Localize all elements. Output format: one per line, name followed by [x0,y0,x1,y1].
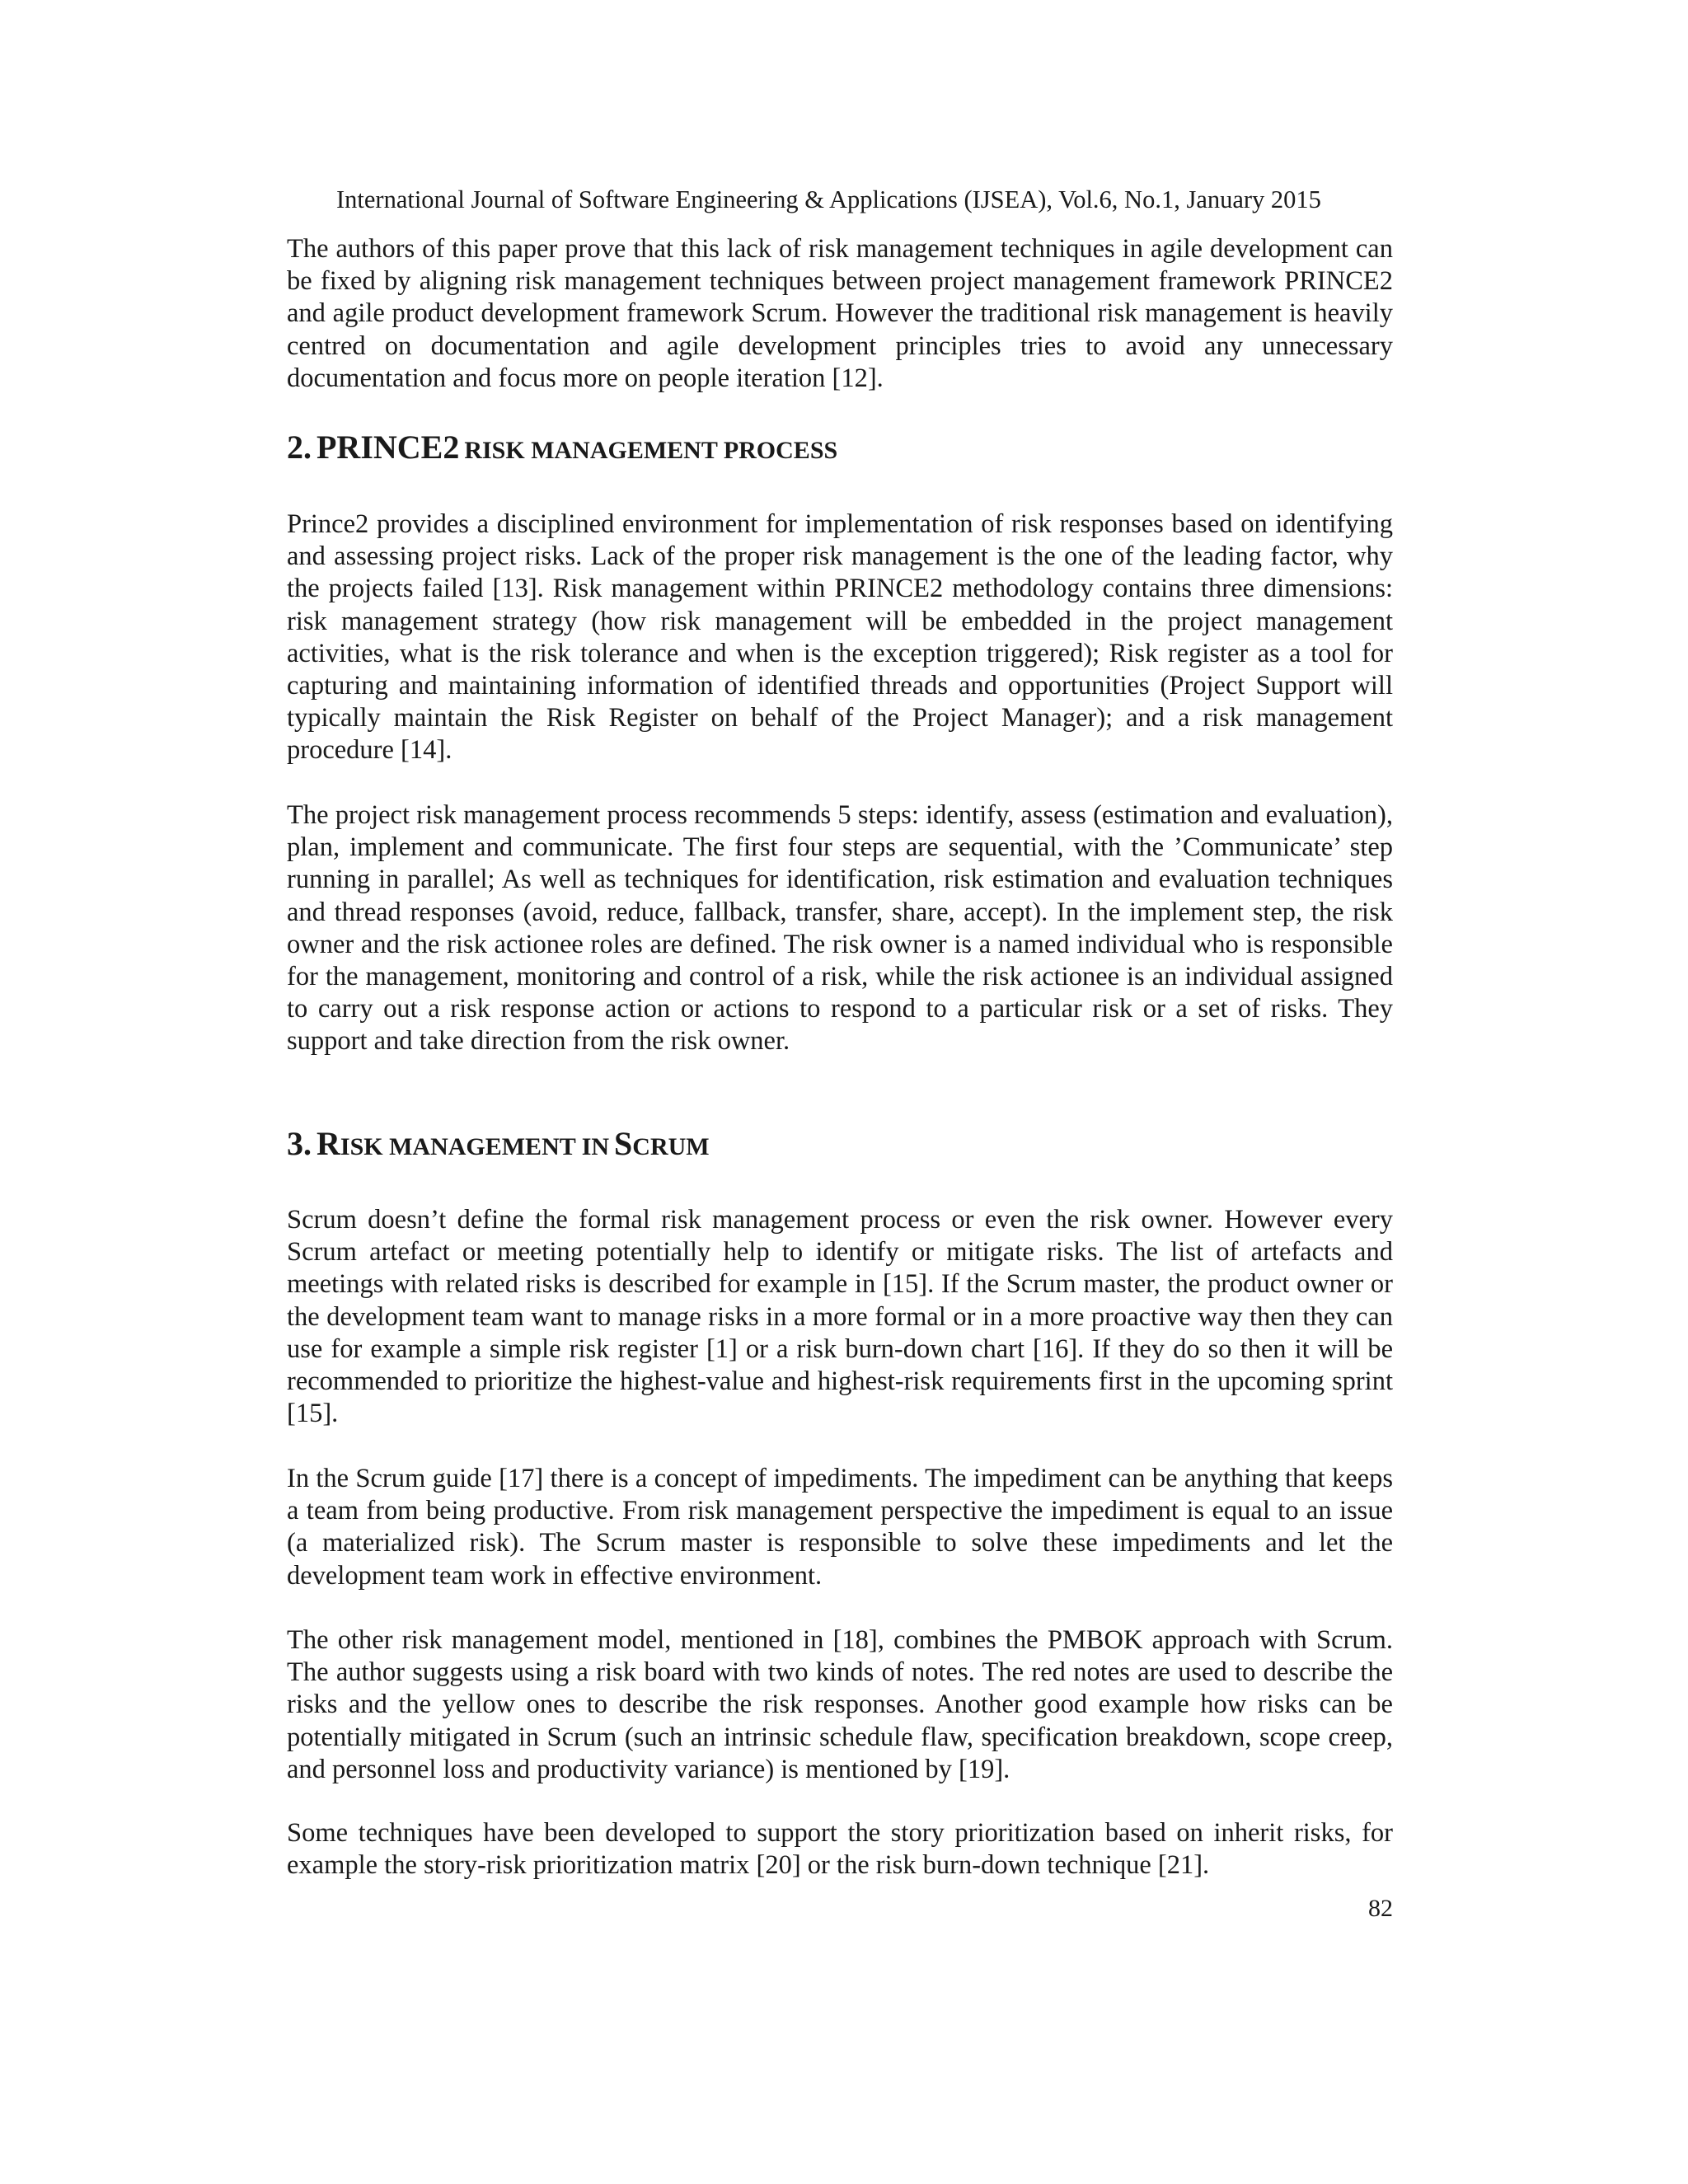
section-3-cap-r: R [316,1125,340,1162]
page-number: 82 [1368,1895,1393,1922]
section-2-number: 2. [287,429,312,466]
section-2-paragraph: Prince2 provides a disciplined environment for implementation of risk responses based on identifying and assessing project risks. Lack of the proper risk management is the one of the leading factor, why the projects failed [13]. Risk management within PRINCE2 methodology contains three dimensions: risk management strategy (how risk management will be embedded in the project management activities, what is the risk tolerance and when is the exception triggered); Risk register as a tool for capturing and maintaining information of identified threads and opportunities (Project Support will typically maintain the Risk Register on behalf of the Project Manager); and a risk management procedure [14]. [287,509,1393,766]
section-3-title-word2: CRUM [632,1133,710,1160]
section-3-heading [287,1123,1393,1169]
section-3-paragraph-4-block [287,1817,1393,1882]
section-3-title-word1: ISK MANAGEMENT IN [340,1133,610,1160]
running-header: International Journal of Software Engineering & Applications (IJSEA), Vol.6, No.1, January 2015 [336,185,1321,213]
section-2-title-lead: PRINCE2 [316,429,460,466]
section-2-paragraph-1-block [287,509,1393,767]
section-2-title-rest: RISK MANAGEMENT PROCESS [464,437,838,464]
section-3-paragraph: The other risk management model, mentioned in [18], combines the PMBOK approach with Scrum. The author suggests using a risk board with two kinds of notes. The red notes are used to describe the risks and the yellow ones to describe the risk responses. Another good example how risks can be potentially mitigated in Scrum (such an intrinsic schedule flaw, specification breakdown, scope creep, and personnel loss and productivity variance) is mentioned by [19]. [287,1625,1393,1784]
section-2-paragraph: The project risk management process recommends 5 steps: identify, assess (estimation and evaluation), plan, implement and communicate. The first four steps are sequential, with the ’Communicate’ step running in parallel; As well as techniques for identification, risk estimation and evaluation techniques and thread responses (avoid, reduce, fallback, transfer, share, accept). In the implement step, the risk owner and the risk actionee roles are defined. The risk owner is a named individual who is responsible for the management, monitoring and control of a risk, while the risk actionee is an individual assigned to carry out a risk response action or actions to respond to a particular risk or a set of risks. They support and take direction from the risk owner. [287,800,1393,1057]
section-3-cap-s: S [614,1125,633,1162]
section-3-paragraph: Some techniques have been developed to support the story prioritization based on inherit risks, for example the story-risk prioritization matrix [20] or the risk burn-down technique [21]. [287,1818,1393,1881]
section-3-paragraph: Scrum doesn’t define the formal risk management process or even the risk owner. However every Scrum artefact or meeting potentially help to identify or mitigate risks. The list of artefacts and meetings with related risks is described for example in [15]. If the Scrum master, the product owner or the development team want to manage risks in a more formal or in a more proactive way then they can use for example a simple risk register [1] or a risk burn-down chart [16]. If they do so then it will be recommended to prioritize the highest-value and highest-risk requirements first in the upcoming sprint [15]. [287,1205,1393,1429]
section-2-heading [287,427,1393,473]
section-3-paragraph: In the Scrum guide [17] there is a concept of impediments. The impediment can be anything that keeps a team from being productive. From risk management perspective the impediment is equal to an issue (a materialized risk). The Scrum master is responsible to solve these impediments and let the development team work in effective environment. [287,1464,1393,1591]
section-3-number: 3. [287,1125,312,1162]
section-3-paragraph-1-block [287,1204,1393,1430]
section-3-paragraph-2-block [287,1463,1393,1592]
section-2-paragraph-2-block [287,799,1393,1058]
intro-block [287,233,1393,395]
section-3-paragraph-3-block [287,1624,1393,1786]
intro-paragraph: The authors of this paper prove that this lack of risk management techniques in agile development can be fixed by aligning risk management techniques between project management framework PRINCE2 and agile product development framework Scrum. However the traditional risk management is heavily centred on documentation and agile development principles tries to avoid any unnecessary documentation and focus more on people iteration [12]. [287,234,1393,393]
